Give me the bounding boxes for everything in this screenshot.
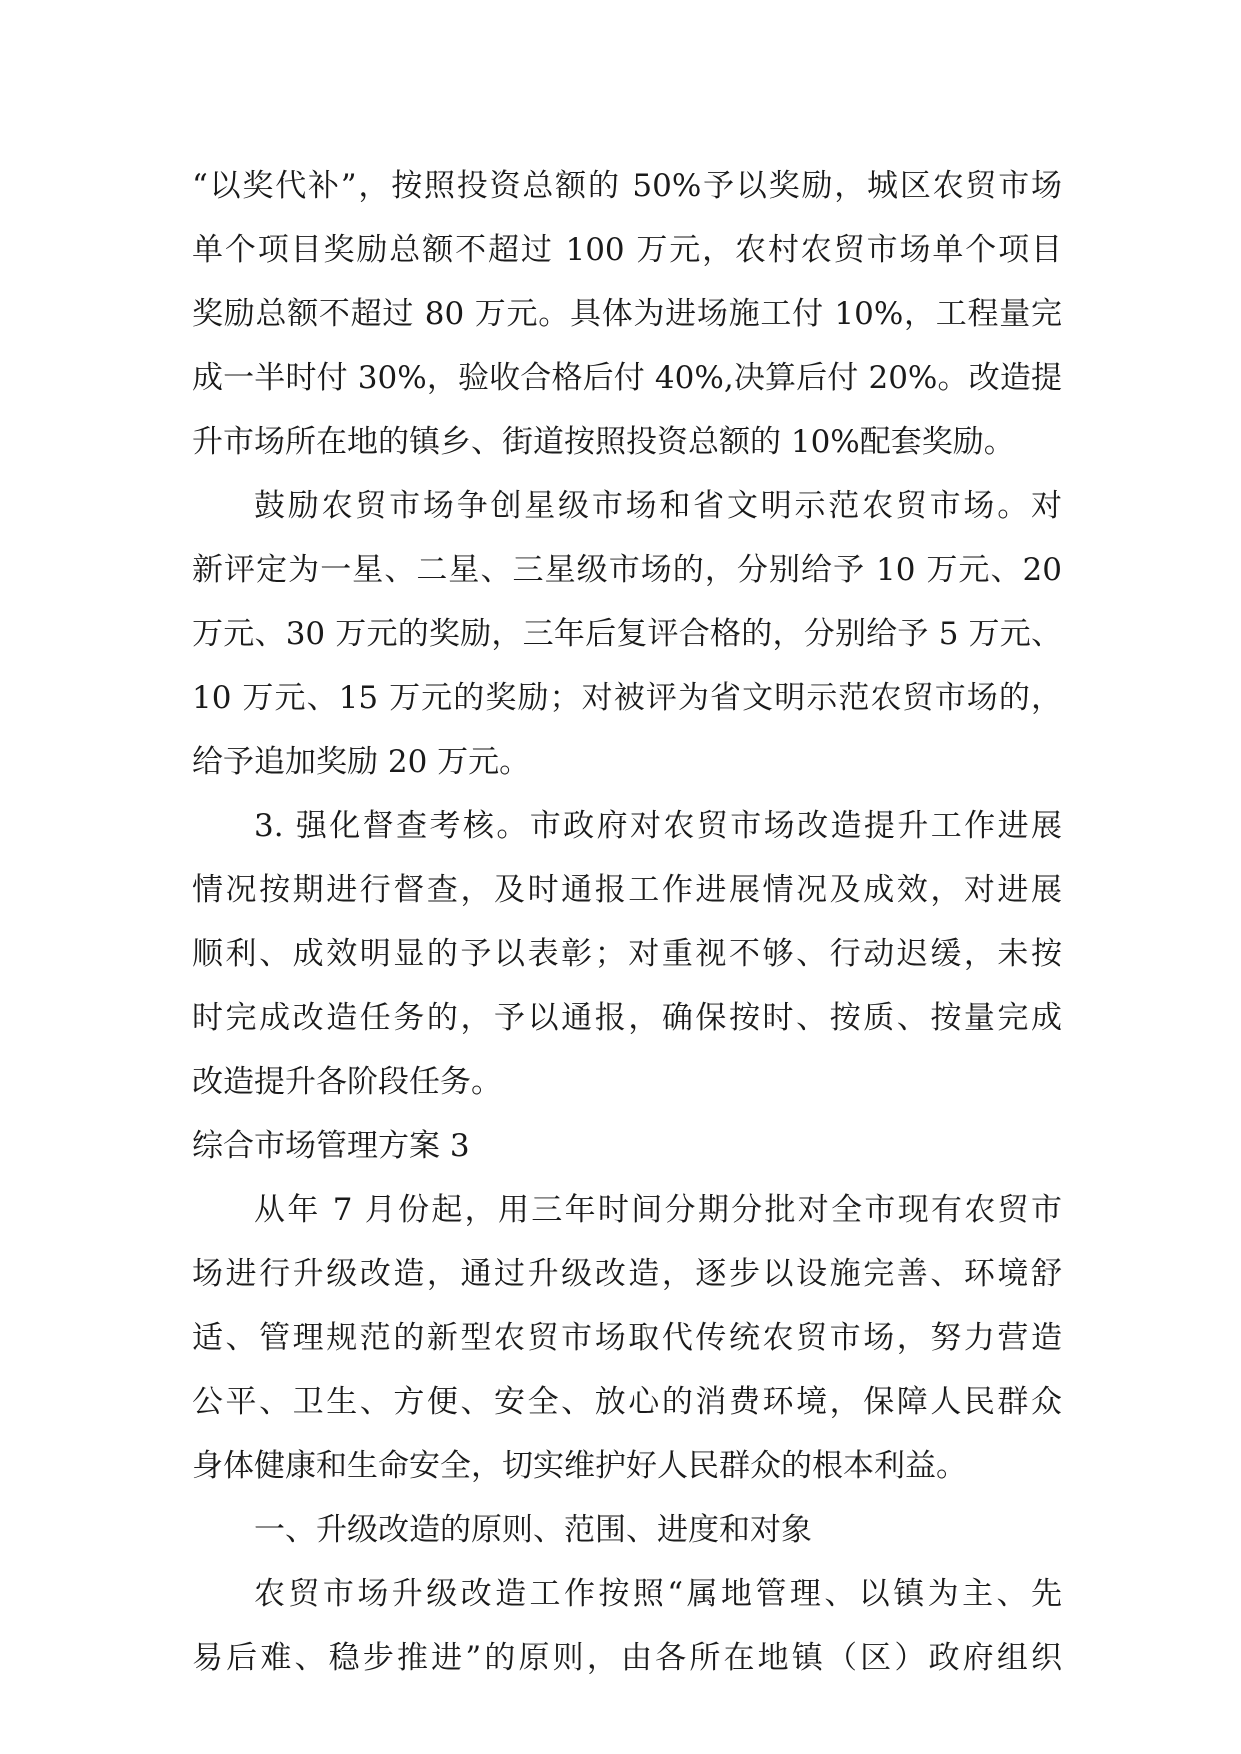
text-line: 成一半时付 30%，验收合格后付 40%,决算后付 20%。改造提 [192,360,1062,396]
text-line: 鼓励农贸市场争创星级市场和省文明示范农贸市场。对 [254,488,1062,524]
paragraph-incentive-subsidy [192,154,1062,474]
text-line: 适、管理规范的新型农贸市场取代传统农贸市场，努力营造 [192,1320,1062,1356]
text-line: 新评定为一星、二星、三星级市场的，分别给予 10 万元、20 [192,552,1062,588]
text-line: 从年 7 月份起，用三年时间分期分批对全市现有农贸市 [254,1192,1062,1228]
section-heading: 综合市场管理方案 3 [192,1128,470,1164]
paragraph-upgrade-overview [192,1178,1062,1498]
text-line: 公平、卫生、方便、安全、放心的消费环境，保障人民群众 [192,1384,1062,1420]
paragraph-upgrade-principles [192,1562,1062,1690]
text-line: 顺利、成效明显的予以表彰；对重视不够、行动迟缓，未按 [192,936,1062,972]
text-line: 场进行升级改造，通过升级改造，逐步以设施完善、环境舒 [192,1256,1062,1292]
text-line: “以奖代补”，按照投资总额的 50%予以奖励，城区农贸市场 [192,168,1062,204]
text-line: 时完成改造任务的，予以通报，确保按时、按质、按量完成 [192,1000,1062,1036]
text-line: 身体健康和生命安全，切实维护好人民群众的根本利益。 [192,1448,967,1484]
text-line: 单个项目奖励总额不超过 100 万元，农村农贸市场单个项目 [192,232,1062,268]
text-line: 易后难、稳步推进”的原则，由各所在地镇（区）政府组织 [192,1640,1062,1676]
text-line: 3. 强化督查考核。市政府对农贸市场改造提升工作进展 [254,808,1062,844]
paragraph-supervision-assessment [192,794,1062,1114]
text-line: 农贸市场升级改造工作按照“属地管理、以镇为主、先 [254,1576,1062,1612]
document-body [192,154,1062,1690]
text-line: 改造提升各阶段任务。 [192,1064,502,1100]
text-line: 10 万元、15 万元的奖励；对被评为省文明示范农贸市场的， [192,680,1062,716]
text-line: 给予追加奖励 20 万元。 [192,744,531,780]
subheading: 一、升级改造的原则、范围、进度和对象 [254,1512,812,1548]
paragraph-star-market-award [192,474,1062,794]
text-line: 升市场所在地的镇乡、街道按照投资总额的 10%配套奖励。 [192,424,1015,460]
text-line: 奖励总额不超过 80 万元。具体为进场施工付 10%，工程量完 [192,296,1062,332]
text-line: 情况按期进行督查，及时通报工作进展情况及成效，对进展 [192,872,1062,908]
text-line: 万元、30 万元的奖励，三年后复评合格的，分别给予 5 万元、 [192,616,1062,652]
